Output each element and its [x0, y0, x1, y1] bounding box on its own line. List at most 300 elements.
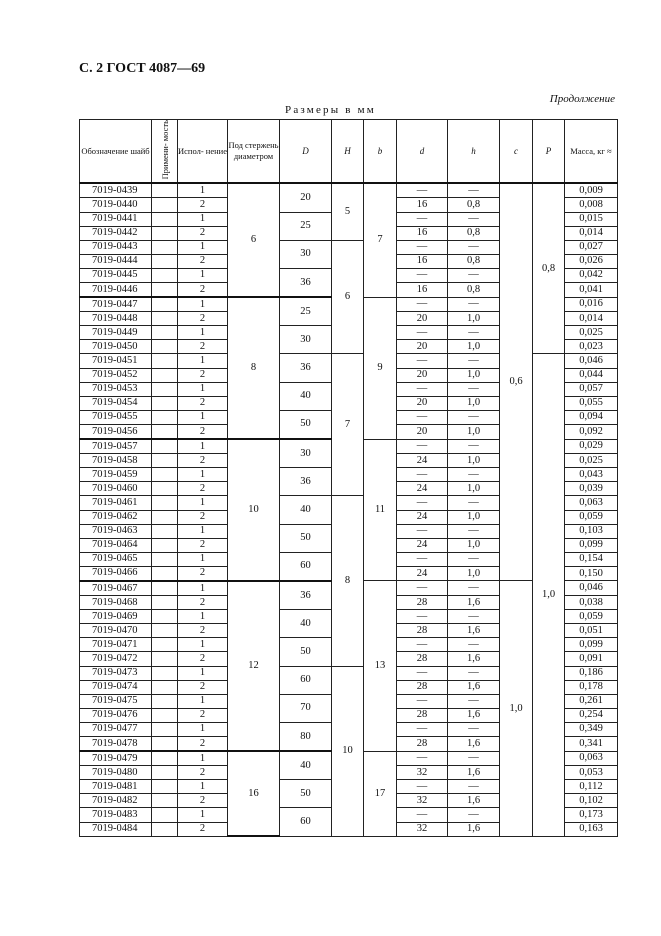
cell-h: —: [448, 581, 500, 596]
table-row: [80, 354, 618, 368]
cell-usage: [152, 354, 178, 368]
cell-usage: [152, 638, 178, 652]
cell-rod-diameter: 10: [228, 439, 280, 581]
cell-code: 7019-0482: [80, 794, 152, 808]
cell-version: 2: [178, 822, 228, 836]
table-row: [80, 183, 618, 198]
cell-h: 1,0: [448, 566, 500, 581]
cell-code: 7019-0444: [80, 254, 152, 268]
cell-version: 2: [178, 454, 228, 468]
cell-mass: 0,254: [565, 708, 618, 722]
cell-code: 7019-0465: [80, 552, 152, 566]
header-b: b: [364, 120, 397, 184]
cell-h: —: [448, 439, 500, 454]
dimensions-caption: Размеры в мм: [285, 104, 376, 116]
cell-mass: 0,016: [565, 297, 618, 312]
cell-code: 7019-0458: [80, 454, 152, 468]
cell-h: —: [448, 240, 500, 254]
cell-version: 2: [178, 566, 228, 581]
header-H: H: [332, 120, 364, 184]
cell-h: 1,0: [448, 510, 500, 524]
cell-H: 6: [332, 240, 364, 354]
cell-usage: [152, 424, 178, 439]
cell-mass: 0,014: [565, 226, 618, 240]
cell-h: 1,6: [448, 822, 500, 836]
continuation-label: Продолжение: [549, 93, 615, 105]
cell-mass: 0,349: [565, 722, 618, 736]
cell-mass: 0,112: [565, 780, 618, 794]
cell-h: 1,6: [448, 680, 500, 694]
cell-mass: 0,014: [565, 312, 618, 326]
cell-b: 9: [364, 297, 397, 439]
cell-h: —: [448, 326, 500, 340]
cell-mass: 0,059: [565, 510, 618, 524]
cell-code: 7019-0479: [80, 751, 152, 766]
cell-version: 1: [178, 808, 228, 822]
cell-mass: 0,059: [565, 610, 618, 624]
cell-h: —: [448, 638, 500, 652]
header-c: c: [500, 120, 533, 184]
cell-code: 7019-0453: [80, 382, 152, 396]
cell-mass: 0,091: [565, 652, 618, 666]
cell-code: 7019-0457: [80, 439, 152, 454]
cell-version: 2: [178, 737, 228, 752]
cell-D: 50: [280, 638, 332, 666]
cell-H: 7: [332, 354, 364, 496]
cell-usage: [152, 524, 178, 538]
cell-d: —: [397, 212, 448, 226]
cell-code: 7019-0477: [80, 722, 152, 736]
cell-version: 2: [178, 283, 228, 298]
cell-D: 50: [280, 410, 332, 439]
cell-d: —: [397, 268, 448, 282]
header-rod-diameter: Под стержень диаметром: [228, 120, 280, 184]
cell-mass: 0,041: [565, 283, 618, 298]
cell-usage: [152, 680, 178, 694]
cell-version: 2: [178, 538, 228, 552]
cell-h: 1,0: [448, 396, 500, 410]
cell-usage: [152, 722, 178, 736]
cell-version: 2: [178, 766, 228, 780]
cell-version: 2: [178, 198, 228, 212]
cell-h: —: [448, 780, 500, 794]
cell-usage: [152, 439, 178, 454]
cell-d: —: [397, 524, 448, 538]
cell-d: 28: [397, 737, 448, 752]
cell-usage: [152, 326, 178, 340]
cell-usage: [152, 368, 178, 382]
cell-version: 1: [178, 666, 228, 680]
cell-h: 1,6: [448, 596, 500, 610]
cell-code: 7019-0451: [80, 354, 152, 368]
cell-version: 1: [178, 524, 228, 538]
cell-h: 1,0: [448, 312, 500, 326]
cell-mass: 0,046: [565, 354, 618, 368]
cell-mass: 0,154: [565, 552, 618, 566]
cell-code: 7019-0469: [80, 610, 152, 624]
cell-code: 7019-0472: [80, 652, 152, 666]
cell-version: 1: [178, 326, 228, 340]
cell-code: 7019-0445: [80, 268, 152, 282]
cell-d: —: [397, 468, 448, 482]
cell-code: 7019-0440: [80, 198, 152, 212]
header-code: Обозначение шайб: [80, 120, 152, 184]
cell-usage: [152, 808, 178, 822]
cell-D: 30: [280, 439, 332, 468]
cell-version: 1: [178, 382, 228, 396]
cell-d: 32: [397, 766, 448, 780]
cell-d: —: [397, 610, 448, 624]
header-mass: Масса, кг ≈: [565, 120, 618, 184]
cell-d: 28: [397, 624, 448, 638]
cell-P: 0,8: [533, 183, 565, 354]
cell-c: 1,0: [500, 581, 533, 836]
cell-h: —: [448, 751, 500, 766]
cell-mass: 0,099: [565, 538, 618, 552]
cell-d: —: [397, 240, 448, 254]
cell-d: —: [397, 780, 448, 794]
cell-usage: [152, 482, 178, 496]
cell-code: 7019-0455: [80, 410, 152, 424]
cell-d: —: [397, 354, 448, 368]
cell-code: 7019-0462: [80, 510, 152, 524]
cell-version: 2: [178, 340, 228, 354]
cell-version: 1: [178, 410, 228, 424]
cell-h: —: [448, 297, 500, 312]
cell-usage: [152, 566, 178, 581]
cell-D: 25: [280, 297, 332, 326]
cell-usage: [152, 694, 178, 708]
cell-version: 1: [178, 780, 228, 794]
cell-mass: 0,341: [565, 737, 618, 752]
cell-usage: [152, 468, 178, 482]
header-P: P: [533, 120, 565, 184]
cell-D: 50: [280, 780, 332, 808]
cell-d: 20: [397, 396, 448, 410]
cell-D: 40: [280, 751, 332, 780]
cell-mass: 0,092: [565, 424, 618, 439]
cell-version: 1: [178, 496, 228, 510]
cell-d: 32: [397, 822, 448, 836]
cell-usage: [152, 496, 178, 510]
cell-code: 7019-0447: [80, 297, 152, 312]
cell-code: 7019-0459: [80, 468, 152, 482]
cell-code: 7019-0483: [80, 808, 152, 822]
cell-usage: [152, 297, 178, 312]
cell-D: 36: [280, 354, 332, 382]
cell-d: —: [397, 382, 448, 396]
cell-d: —: [397, 808, 448, 822]
cell-usage: [152, 596, 178, 610]
cell-usage: [152, 780, 178, 794]
cell-d: 16: [397, 283, 448, 298]
cell-d: 24: [397, 538, 448, 552]
cell-usage: [152, 552, 178, 566]
cell-code: 7019-0463: [80, 524, 152, 538]
cell-version: 1: [178, 638, 228, 652]
cell-usage: [152, 454, 178, 468]
cell-h: 1,6: [448, 708, 500, 722]
cell-version: 2: [178, 254, 228, 268]
cell-mass: 0,029: [565, 439, 618, 454]
cell-version: 1: [178, 297, 228, 312]
cell-h: —: [448, 610, 500, 624]
cell-H: 8: [332, 496, 364, 666]
cell-d: 28: [397, 596, 448, 610]
cell-d: 20: [397, 340, 448, 354]
cell-usage: [152, 538, 178, 552]
cell-usage: [152, 283, 178, 298]
cell-b: 17: [364, 751, 397, 836]
cell-h: 1,0: [448, 368, 500, 382]
cell-version: 2: [178, 652, 228, 666]
cell-version: 2: [178, 708, 228, 722]
cell-rod-diameter: 8: [228, 297, 280, 439]
cell-h: 1,0: [448, 538, 500, 552]
cell-usage: [152, 581, 178, 596]
cell-H: 10: [332, 666, 364, 836]
cell-version: 2: [178, 312, 228, 326]
cell-d: 20: [397, 368, 448, 382]
cell-mass: 0,027: [565, 240, 618, 254]
cell-d: —: [397, 581, 448, 596]
cell-usage: [152, 212, 178, 226]
cell-d: —: [397, 326, 448, 340]
cell-version: 2: [178, 396, 228, 410]
cell-code: 7019-0464: [80, 538, 152, 552]
cell-h: —: [448, 666, 500, 680]
cell-d: 16: [397, 254, 448, 268]
cell-h: —: [448, 524, 500, 538]
cell-d: —: [397, 439, 448, 454]
cell-d: —: [397, 496, 448, 510]
cell-usage: [152, 198, 178, 212]
cell-usage: [152, 382, 178, 396]
cell-mass: 0,009: [565, 183, 618, 198]
cell-d: 28: [397, 652, 448, 666]
cell-mass: 0,053: [565, 766, 618, 780]
cell-b: 11: [364, 439, 397, 581]
cell-c: 0,6: [500, 183, 533, 581]
cell-code: 7019-0446: [80, 283, 152, 298]
cell-d: —: [397, 751, 448, 766]
cell-D: 80: [280, 722, 332, 751]
cell-d: 20: [397, 424, 448, 439]
cell-mass: 0,261: [565, 694, 618, 708]
cell-D: 40: [280, 610, 332, 638]
cell-code: 7019-0442: [80, 226, 152, 240]
cell-usage: [152, 254, 178, 268]
cell-h: 1,6: [448, 766, 500, 780]
cell-h: —: [448, 694, 500, 708]
cell-code: 7019-0449: [80, 326, 152, 340]
cell-version: 1: [178, 183, 228, 198]
cell-mass: 0,025: [565, 454, 618, 468]
cell-mass: 0,150: [565, 566, 618, 581]
cell-h: 1,0: [448, 340, 500, 354]
cell-H: 5: [332, 183, 364, 240]
cell-version: 1: [178, 694, 228, 708]
cell-mass: 0,023: [565, 340, 618, 354]
cell-code: 7019-0454: [80, 396, 152, 410]
cell-h: —: [448, 552, 500, 566]
cell-h: —: [448, 808, 500, 822]
cell-d: —: [397, 638, 448, 652]
cell-mass: 0,055: [565, 396, 618, 410]
washer-table: [79, 119, 618, 837]
cell-d: 20: [397, 312, 448, 326]
cell-code: 7019-0456: [80, 424, 152, 439]
cell-code: 7019-0471: [80, 638, 152, 652]
cell-version: 1: [178, 751, 228, 766]
cell-usage: [152, 766, 178, 780]
cell-version: 2: [178, 596, 228, 610]
cell-mass: 0,063: [565, 751, 618, 766]
cell-mass: 0,026: [565, 254, 618, 268]
cell-version: 2: [178, 226, 228, 240]
cell-version: 2: [178, 368, 228, 382]
cell-D: 60: [280, 552, 332, 581]
cell-h: —: [448, 354, 500, 368]
cell-usage: [152, 240, 178, 254]
cell-mass: 0,039: [565, 482, 618, 496]
cell-mass: 0,046: [565, 581, 618, 596]
cell-version: 2: [178, 624, 228, 638]
cell-rod-diameter: 12: [228, 581, 280, 751]
cell-version: 1: [178, 468, 228, 482]
cell-h: 0,8: [448, 198, 500, 212]
cell-h: 0,8: [448, 283, 500, 298]
cell-version: 1: [178, 240, 228, 254]
cell-mass: 0,173: [565, 808, 618, 822]
cell-usage: [152, 652, 178, 666]
cell-D: 36: [280, 581, 332, 610]
cell-usage: [152, 822, 178, 836]
cell-h: 1,6: [448, 794, 500, 808]
cell-rod-diameter: 6: [228, 183, 280, 297]
cell-D: 40: [280, 382, 332, 410]
cell-mass: 0,063: [565, 496, 618, 510]
cell-version: 2: [178, 680, 228, 694]
cell-d: —: [397, 694, 448, 708]
cell-D: 60: [280, 666, 332, 694]
cell-mass: 0,025: [565, 326, 618, 340]
cell-D: 50: [280, 524, 332, 552]
cell-D: 20: [280, 183, 332, 212]
header-usage-text: Примени- мость: [159, 120, 170, 180]
cell-usage: [152, 510, 178, 524]
table-header-row: [80, 120, 618, 184]
cell-usage: [152, 624, 178, 638]
cell-usage: [152, 226, 178, 240]
cell-rod-diameter: 16: [228, 751, 280, 836]
cell-D: 25: [280, 212, 332, 240]
cell-h: 1,6: [448, 652, 500, 666]
header-h: h: [448, 120, 500, 184]
cell-P: 1,0: [533, 354, 565, 836]
cell-mass: 0,178: [565, 680, 618, 694]
cell-code: 7019-0443: [80, 240, 152, 254]
cell-D: 30: [280, 240, 332, 268]
cell-usage: [152, 312, 178, 326]
cell-D: 36: [280, 468, 332, 496]
page-header: С. 2 ГОСТ 4087—69: [79, 61, 206, 76]
cell-code: 7019-0452: [80, 368, 152, 382]
cell-h: 0,8: [448, 254, 500, 268]
cell-version: 1: [178, 354, 228, 368]
cell-d: —: [397, 297, 448, 312]
cell-code: 7019-0475: [80, 694, 152, 708]
cell-code: 7019-0441: [80, 212, 152, 226]
cell-h: —: [448, 212, 500, 226]
cell-D: 60: [280, 808, 332, 836]
cell-d: —: [397, 552, 448, 566]
cell-usage: [152, 610, 178, 624]
table-body: [80, 183, 618, 836]
cell-code: 7019-0474: [80, 680, 152, 694]
cell-h: 1,0: [448, 482, 500, 496]
cell-mass: 0,015: [565, 212, 618, 226]
cell-mass: 0,103: [565, 524, 618, 538]
header-D: D: [280, 120, 332, 184]
cell-d: 28: [397, 680, 448, 694]
cell-version: 1: [178, 610, 228, 624]
cell-code: 7019-0460: [80, 482, 152, 496]
header-usage: [152, 120, 178, 184]
cell-code: 7019-0466: [80, 566, 152, 581]
cell-code: 7019-0480: [80, 766, 152, 780]
header-d: d: [397, 120, 448, 184]
cell-version: 1: [178, 581, 228, 596]
cell-mass: 0,051: [565, 624, 618, 638]
cell-d: 32: [397, 794, 448, 808]
cell-usage: [152, 737, 178, 752]
cell-D: 30: [280, 326, 332, 354]
cell-h: 1,0: [448, 424, 500, 439]
cell-usage: [152, 183, 178, 198]
cell-mass: 0,044: [565, 368, 618, 382]
cell-d: 24: [397, 454, 448, 468]
cell-version: 1: [178, 212, 228, 226]
cell-h: 1,0: [448, 454, 500, 468]
cell-b: 13: [364, 581, 397, 751]
cell-mass: 0,038: [565, 596, 618, 610]
cell-code: 7019-0481: [80, 780, 152, 794]
cell-code: 7019-0478: [80, 737, 152, 752]
cell-version: 1: [178, 722, 228, 736]
cell-d: —: [397, 410, 448, 424]
cell-version: 2: [178, 510, 228, 524]
cell-code: 7019-0470: [80, 624, 152, 638]
cell-version: 2: [178, 424, 228, 439]
cell-mass: 0,102: [565, 794, 618, 808]
cell-version: 1: [178, 439, 228, 454]
cell-usage: [152, 794, 178, 808]
cell-mass: 0,163: [565, 822, 618, 836]
cell-code: 7019-0461: [80, 496, 152, 510]
cell-usage: [152, 751, 178, 766]
cell-h: —: [448, 496, 500, 510]
cell-code: 7019-0467: [80, 581, 152, 596]
cell-mass: 0,008: [565, 198, 618, 212]
cell-usage: [152, 396, 178, 410]
cell-usage: [152, 268, 178, 282]
cell-usage: [152, 410, 178, 424]
cell-code: 7019-0450: [80, 340, 152, 354]
header-version: Испол- нение: [178, 120, 228, 184]
cell-h: 1,6: [448, 624, 500, 638]
cell-code: 7019-0448: [80, 312, 152, 326]
